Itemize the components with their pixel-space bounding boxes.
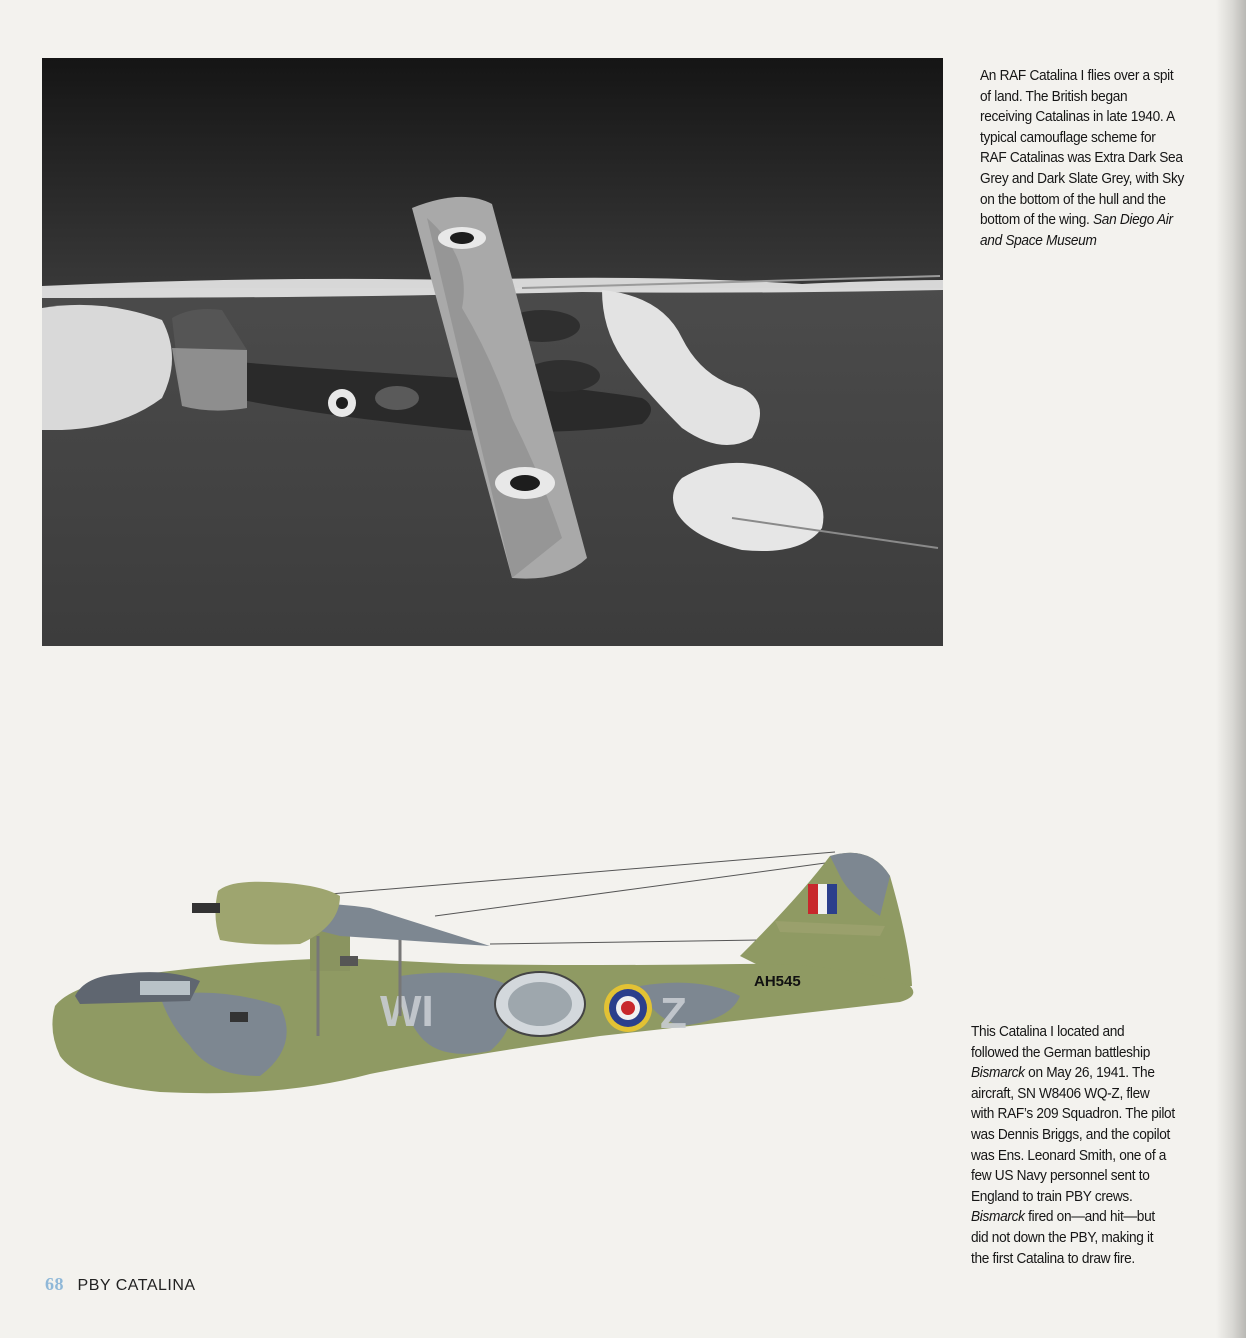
caption-line: was Ens. Leonard Smith, one of a xyxy=(971,1146,1167,1164)
caption-line xyxy=(980,231,1212,252)
raf-catalina-photo xyxy=(42,58,943,646)
caption-line: An RAF Catalina I flies over a spit xyxy=(980,67,1174,84)
caption-line: Grey and Dark Slate Grey, with Sky xyxy=(980,169,1185,187)
top-photo-caption xyxy=(980,66,1212,251)
serial-number-marking: AH545 xyxy=(754,973,801,990)
caption-line: the first Catalina to draw fire. xyxy=(971,1249,1135,1267)
caption-line: England to train PBY crews. xyxy=(971,1187,1133,1205)
caption-line: did not down the PBY, making it xyxy=(971,1228,1154,1246)
running-title: PBY CATALINA xyxy=(77,1277,196,1294)
caption-line: aircraft, SN W8406 WQ-Z, flew xyxy=(971,1084,1150,1102)
page-number: 68 xyxy=(45,1274,64,1294)
catalina-profile-illustration xyxy=(40,836,930,1106)
caption-line: This Catalina I located and xyxy=(971,1023,1125,1040)
caption-line: receiving Catalinas in late 1940. A xyxy=(980,108,1175,126)
page-gutter-shadow xyxy=(1216,0,1246,1338)
caption-line: on the bottom of the hull and the xyxy=(980,190,1166,208)
squadron-code-left: WI xyxy=(380,987,434,1036)
caption-line: followed the German battleship xyxy=(971,1043,1150,1061)
photo-credit: and Space Museum xyxy=(980,231,1097,249)
caption-line: typical camouflage scheme for xyxy=(980,128,1156,146)
caption-line: of land. The British began xyxy=(980,87,1128,105)
caption-line-with-credit xyxy=(980,210,1212,231)
ship-name: Bismarck xyxy=(971,1208,1025,1226)
caption-text: on May 26, 1941. The xyxy=(1024,1064,1155,1082)
caption-line xyxy=(971,1207,1207,1228)
photo-credit: San Diego Air xyxy=(1093,211,1173,229)
caption-text: fired on—and hit—but xyxy=(1024,1208,1155,1226)
caption-line: few US Navy personnel sent to xyxy=(971,1167,1150,1185)
ship-name: Bismarck xyxy=(971,1064,1025,1082)
caption-line: with RAF’s 209 Squadron. The pilot xyxy=(971,1105,1175,1123)
page-folio xyxy=(45,1274,196,1295)
caption-text: bottom of the wing. xyxy=(980,211,1090,229)
caption-line: RAF Catalinas was Extra Dark Sea xyxy=(980,149,1183,167)
profile-caption xyxy=(971,1022,1207,1269)
caption-line xyxy=(971,1063,1207,1084)
aircraft-letter: Z xyxy=(660,989,687,1038)
caption-line: was Dennis Briggs, and the copilot xyxy=(971,1125,1170,1143)
